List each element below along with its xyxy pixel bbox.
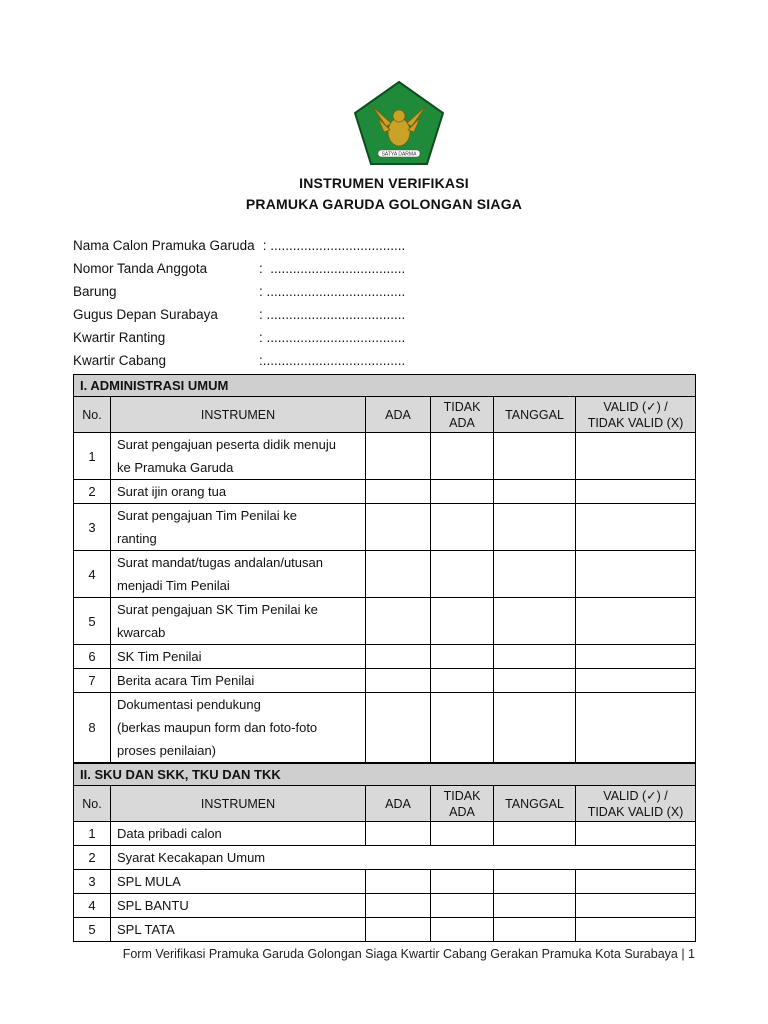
- valid-input-cell[interactable]: [576, 822, 696, 846]
- logo-banner-text: SATYA DARMA: [381, 151, 417, 158]
- table-row: [74, 870, 696, 894]
- tidak-ada-checkbox-cell[interactable]: [431, 822, 494, 846]
- field-label: Nama Calon Pramuka Garuda: [73, 238, 255, 253]
- form-field: [73, 305, 405, 325]
- field-value-input[interactable]: : .....................................: [259, 284, 406, 299]
- form-field: [73, 328, 405, 348]
- document-title-line1: INSTRUMEN VERIFIKASI: [299, 175, 469, 191]
- row-instrumen: SPL MULA: [111, 870, 366, 894]
- row-number: 2: [74, 846, 111, 870]
- header-instrumen: INSTRUMEN: [111, 786, 366, 822]
- form-field: [73, 259, 405, 279]
- row-instrumen: Data pribadi calon: [111, 822, 366, 846]
- header-valid: VALID (✓) / TIDAK VALID (X): [576, 397, 696, 433]
- form-field: [73, 282, 405, 302]
- valid-input-cell[interactable]: [576, 669, 696, 693]
- table-header: [74, 397, 696, 433]
- table-row: [74, 433, 696, 480]
- row-instrumen: Surat pengajuan peserta didik menuju ke Pramuka Garuda: [111, 433, 366, 480]
- sku-skk-heading: II. SKU DAN SKK, TKU DAN TKK: [74, 764, 696, 786]
- table-row: [74, 480, 696, 504]
- header-tidak-ada: TIDAK ADA: [431, 786, 494, 822]
- valid-input-cell[interactable]: [576, 504, 696, 551]
- valid-input-cell[interactable]: [576, 645, 696, 669]
- row-number: 5: [74, 598, 111, 645]
- header-ada: ADA: [366, 397, 431, 433]
- table-header: [74, 786, 696, 822]
- row-number: 1: [74, 433, 111, 480]
- header-valid: VALID (✓) / TIDAK VALID (X): [576, 786, 696, 822]
- administrasi-umum-heading: I. ADMINISTRASI UMUM: [74, 375, 696, 397]
- row-instrumen: Surat pengajuan Tim Penilai ke ranting: [111, 504, 366, 551]
- row-instrumen: SK Tim Penilai: [111, 645, 366, 669]
- tanggal-input-cell[interactable]: [494, 551, 576, 598]
- valid-input-cell[interactable]: [576, 598, 696, 645]
- valid-input-cell[interactable]: [576, 918, 696, 942]
- page-footer: Form Verifikasi Pramuka Garuda Golongan Siaga Kwartir Cabang Gerakan Pramuka Kota Surabaya | 1: [122, 947, 695, 961]
- ada-checkbox-cell[interactable]: [366, 894, 431, 918]
- ada-checkbox-cell[interactable]: [366, 598, 431, 645]
- tanggal-input-cell[interactable]: [494, 598, 576, 645]
- tanggal-input-cell[interactable]: [494, 918, 576, 942]
- tanggal-input-cell[interactable]: [494, 480, 576, 504]
- form-field: [73, 351, 405, 371]
- tidak-ada-checkbox-cell[interactable]: [431, 669, 494, 693]
- tidak-ada-checkbox-cell[interactable]: [431, 433, 494, 480]
- header-ada: ADA: [366, 786, 431, 822]
- ada-checkbox-cell[interactable]: [366, 480, 431, 504]
- field-label: Barung: [73, 284, 117, 299]
- header-tanggal: TANGGAL: [494, 786, 576, 822]
- administrasi-table: [73, 374, 696, 763]
- row-number: 4: [74, 894, 111, 918]
- valid-input-cell[interactable]: [576, 894, 696, 918]
- table-row: [74, 598, 696, 645]
- tidak-ada-checkbox-cell[interactable]: [431, 504, 494, 551]
- valid-input-cell[interactable]: [576, 433, 696, 480]
- tidak-ada-checkbox-cell[interactable]: [431, 894, 494, 918]
- field-label: Gugus Depan Surabaya: [73, 307, 218, 322]
- row-number: 3: [74, 504, 111, 551]
- tidak-ada-checkbox-cell[interactable]: [431, 480, 494, 504]
- tidak-ada-checkbox-cell[interactable]: [431, 645, 494, 669]
- row-number: 5: [74, 918, 111, 942]
- tidak-ada-checkbox-cell[interactable]: [431, 870, 494, 894]
- tanggal-input-cell[interactable]: [494, 433, 576, 480]
- table-row: [74, 918, 696, 942]
- header-tanggal: TANGGAL: [494, 397, 576, 433]
- tanggal-input-cell[interactable]: [494, 822, 576, 846]
- table-row: [74, 846, 696, 870]
- row-instrumen: Surat pengajuan SK Tim Penilai ke kwarcab: [111, 598, 366, 645]
- row-instrumen: Dokumentasi pendukung (berkas maupun form dan foto-foto proses penilaian): [111, 693, 366, 763]
- ada-checkbox-cell[interactable]: [366, 551, 431, 598]
- valid-input-cell[interactable]: [576, 551, 696, 598]
- valid-input-cell[interactable]: [576, 870, 696, 894]
- row-instrumen: SPL TATA: [111, 918, 366, 942]
- table-row: [74, 822, 696, 846]
- table-row: [74, 504, 696, 551]
- row-number: 1: [74, 822, 111, 846]
- row-number: 3: [74, 870, 111, 894]
- tanggal-input-cell[interactable]: [494, 894, 576, 918]
- header-no: No.: [74, 786, 111, 822]
- tanggal-input-cell[interactable]: [494, 693, 576, 763]
- field-label: Kwartir Cabang: [73, 353, 167, 368]
- field-label: Kwartir Ranting: [73, 330, 166, 345]
- row-number: 2: [74, 480, 111, 504]
- tidak-ada-checkbox-cell[interactable]: [431, 598, 494, 645]
- field-value-input[interactable]: : .....................................: [259, 307, 406, 322]
- pramuka-garuda-logo: [352, 80, 446, 166]
- table-row: [74, 693, 696, 763]
- ada-checkbox-cell[interactable]: [366, 669, 431, 693]
- ada-checkbox-cell[interactable]: [366, 504, 431, 551]
- row-instrumen: Berita acara Tim Penilai: [111, 669, 366, 693]
- field-value-input[interactable]: : .....................................: [259, 330, 406, 345]
- ada-checkbox-cell[interactable]: [366, 822, 431, 846]
- table-row: [74, 551, 696, 598]
- field-label: Nomor Tanda Anggota: [73, 261, 208, 276]
- field-value-input[interactable]: : ....................................: [259, 261, 406, 276]
- row-number: 4: [74, 551, 111, 598]
- row-instrumen: Syarat Kecakapan Umum: [111, 846, 696, 870]
- tidak-ada-checkbox-cell[interactable]: [431, 693, 494, 763]
- row-instrumen: Surat mandat/tugas andalan/utusan menjadi Tim Penilai: [111, 551, 366, 598]
- ada-checkbox-cell[interactable]: [366, 433, 431, 480]
- header-no: No.: [74, 397, 111, 433]
- tidak-ada-checkbox-cell[interactable]: [431, 551, 494, 598]
- ada-checkbox-cell[interactable]: [366, 693, 431, 763]
- row-number: 6: [74, 645, 111, 669]
- valid-input-cell[interactable]: [576, 480, 696, 504]
- row-instrumen: Surat ijin orang tua: [111, 480, 366, 504]
- field-value-input[interactable]: :......................................: [259, 353, 406, 368]
- field-value-input[interactable]: : ....................................: [259, 238, 406, 253]
- tidak-ada-checkbox-cell[interactable]: [431, 918, 494, 942]
- table-row: [74, 894, 696, 918]
- row-number: 7: [74, 669, 111, 693]
- ada-checkbox-cell[interactable]: [366, 645, 431, 669]
- row-number: 8: [74, 693, 111, 763]
- form-field: [73, 236, 405, 256]
- document-title-line2: PRAMUKA GARUDA GOLONGAN SIAGA: [245, 196, 523, 212]
- tanggal-input-cell[interactable]: [494, 870, 576, 894]
- row-instrumen: SPL BANTU: [111, 894, 366, 918]
- header-tidak-ada: TIDAK ADA: [431, 397, 494, 433]
- ada-checkbox-cell[interactable]: [366, 918, 431, 942]
- tanggal-input-cell[interactable]: [494, 645, 576, 669]
- header-instrumen: INSTRUMEN: [111, 397, 366, 433]
- valid-input-cell[interactable]: [576, 693, 696, 763]
- tanggal-input-cell[interactable]: [494, 669, 576, 693]
- table-row: [74, 669, 696, 693]
- ada-checkbox-cell[interactable]: [366, 870, 431, 894]
- tanggal-input-cell[interactable]: [494, 504, 576, 551]
- table-row: [74, 645, 696, 669]
- sku-table: [73, 763, 696, 942]
